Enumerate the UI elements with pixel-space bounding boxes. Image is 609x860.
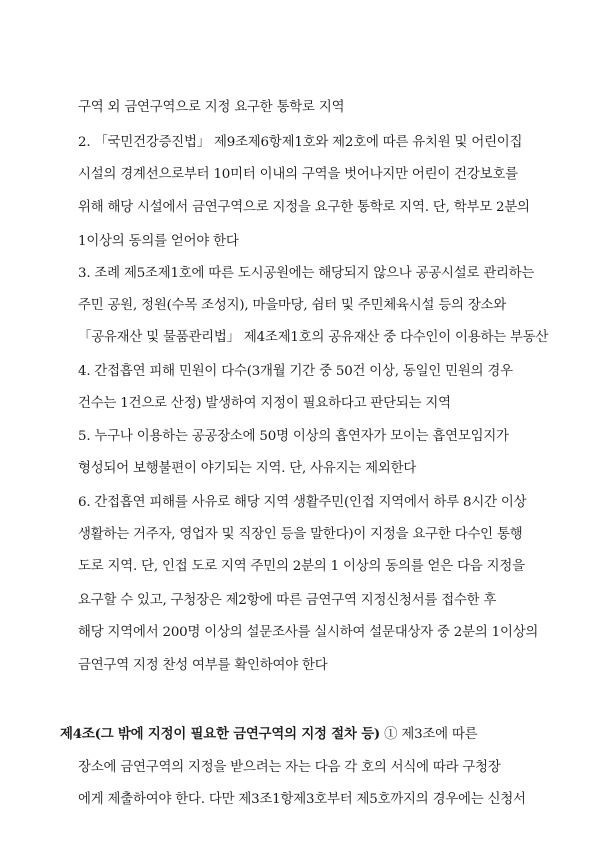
item-2-line-4: 1이상의 동의를 얻어야 한다: [78, 234, 239, 249]
article-4-first-line: [60, 724, 477, 745]
item-2-line-1: 2. 「국민건강증진법」 제9조제6항제1호와 제2호에 따른 유치원 및 어린이집: [78, 135, 523, 150]
item-6-line-1: 6. 간접흡연 피해를 사유로 해당 지역 생활주민(인접 지역에서 하루 8시간 이상: [78, 495, 527, 510]
article-4-line-3: 에게 제출하여야 한다. 다만 제3조1항제3호부터 제5호까지의 경우에는 신청서: [78, 792, 526, 807]
item-5-line-2: 형성되어 보행불편이 야기되는 지역. 단, 사유지는 제외한다: [78, 461, 417, 476]
item-6-line-3: 도로 지역. 단, 인접 도로 지역 주민의 2분의 1 이상의 동의를 얻은 다음 지정을: [78, 559, 525, 574]
item-2-line-3: 위해 해당 시설에서 금연구역으로 지정을 요구한 통학로 지역. 단, 학부모 2분의: [78, 200, 530, 215]
article-4-line-2: 장소에 금연구역의 지정을 받으려는 자는 다음 각 호의 서식에 따라 구청장: [78, 760, 501, 775]
item-3-line-2: 주민 공원, 정원(수목 조성지), 마을마당, 쉼터 및 주민체육시설 등의 장소와: [78, 298, 507, 313]
item-2-line-2: 시설의 경계선으로부터 10미터 이내의 구역을 벗어나지만 어린이 건강보호를: [78, 167, 518, 182]
item-3-line-1: 3. 조례 제5조제1호에 따른 도시공원에는 해당되지 않으나 공공시설로 관리하는: [78, 266, 535, 281]
item-1-line-1: 구역 외 금연구역으로 지정 요구한 통학로 지역: [78, 100, 345, 115]
item-4-line-2: 건수는 1건으로 산정) 발생하여 지정이 필요하다고 판단되는 지역: [78, 396, 451, 411]
item-3-line-3: 「공유재산 및 물품관리법」 제4조제1호의 공유재산 중 다수인이 이용하는 부동산: [78, 330, 549, 345]
article-4-heading: 제4조(그 밖에 지정이 필요한 금연구역의 지정 절차 등): [60, 726, 381, 742]
item-6-line-4: 요구할 수 있고, 구청장은 제2항에 따른 금연구역 지정신청서를 접수한 후: [78, 593, 497, 608]
item-6-line-2: 생활하는 거주자, 영업자 및 직장인 등을 말한다)이 지정을 요구한 다수인 통행: [78, 527, 523, 542]
item-5-line-1: 5. 누구나 이용하는 공공장소에 50명 이상의 흡연자가 모이는 흡연모임지가: [78, 429, 509, 444]
item-6-line-5: 해당 지역에서 200명 이상의 설문조사를 실시하여 설문대상자 중 2분의 1이상의: [78, 625, 539, 640]
item-6-line-6: 금연구역 지정 찬성 여부를 확인하여야 한다: [78, 658, 328, 673]
item-4-line-1: 4. 간접흡연 피해 민원이 다수(3개월 기간 중 50건 이상, 동일인 민원의 경우: [78, 364, 513, 379]
article-4-clause-1-start: ① 제3조에 따른: [380, 727, 478, 742]
